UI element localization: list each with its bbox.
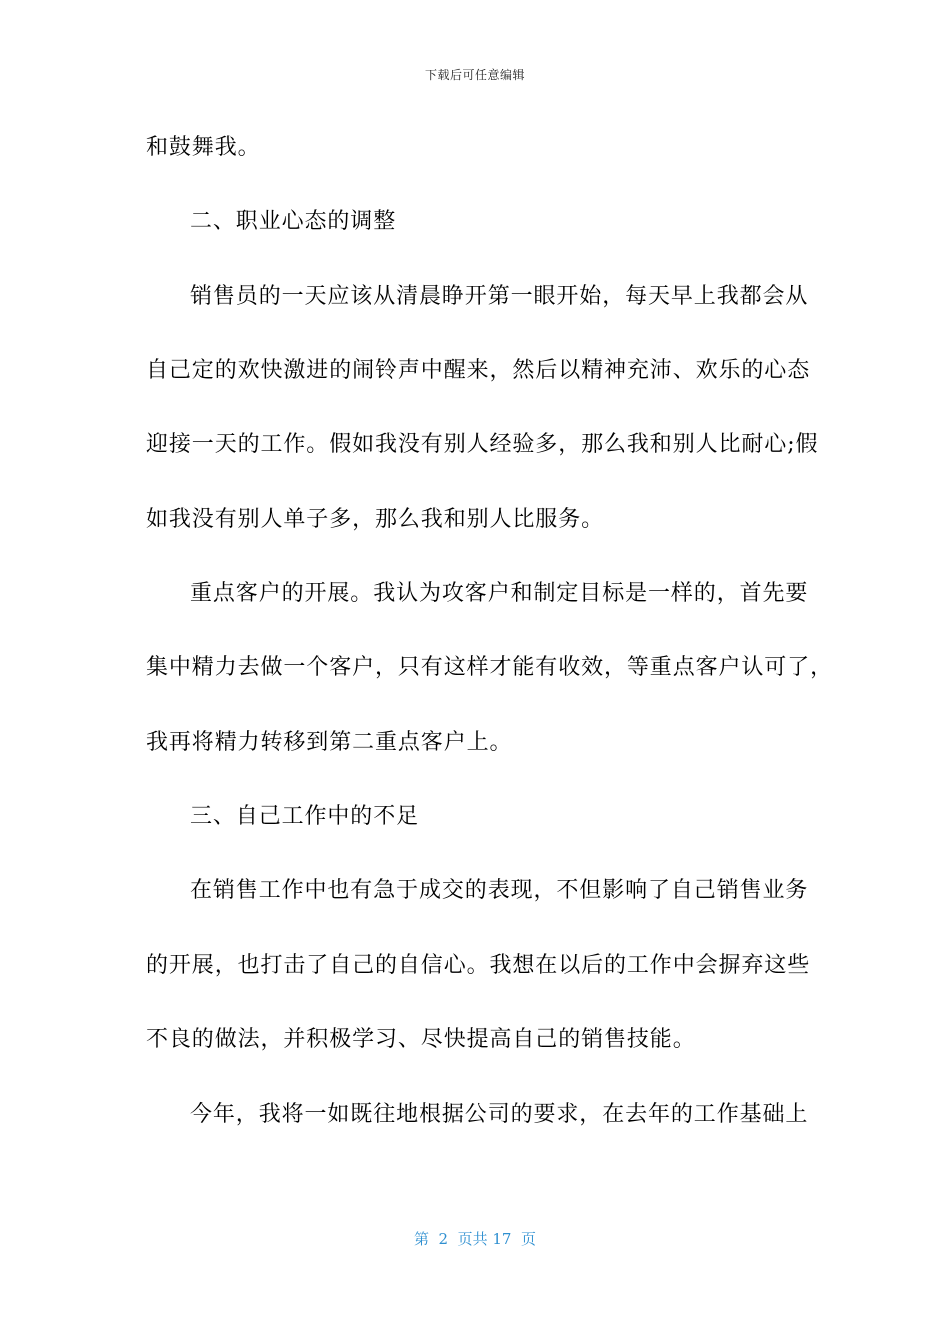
- paragraph-line: 的开展，也打击了自己的自信心。我想在以后的工作中会摒弃这些: [146, 953, 811, 978]
- paragraph-line: 和鼓舞我。: [146, 135, 261, 160]
- paragraph-line: 不良的做法，并积极学习、尽快提高自己的销售技能。: [146, 1027, 696, 1052]
- paragraph-line: 销售员的一天应该从清晨睁开第一眼开始，每天早上我都会从: [190, 284, 809, 309]
- paragraph-line: 如我没有别人单子多，那么我和别人比服务。: [146, 507, 605, 532]
- paragraph-line: 今年，我将一如既往地根据公司的要求，在去年的工作基础上: [190, 1102, 809, 1127]
- paragraph-line: 我再将精力转移到第二重点客户上。: [146, 730, 513, 755]
- paragraph-line: 自己定的欢快激进的闹铃声中醒来，然后以精神充沛、欢乐的心态: [146, 358, 811, 383]
- paragraph-line: 集中精力去做一个客户，只有这样才能有收效，等重点客户认可了，: [146, 655, 834, 680]
- paragraph-line: 重点客户的开展。我认为攻客户和制定目标是一样的，首先要: [190, 581, 809, 606]
- section-heading: 三、自己工作中的不足: [190, 804, 420, 829]
- paragraph-line: 在销售工作中也有急于成交的表现，不但影响了自己销售业务: [190, 878, 809, 903]
- page-footer: 第 2 页共 17 页: [413, 1230, 536, 1248]
- paragraph-line: 迎接一天的工作。假如我没有别人经验多，那么我和别人比耐心;假: [146, 432, 819, 457]
- page-header: 下载后可任意编辑: [424, 68, 525, 82]
- section-heading: 二、职业心态的调整: [190, 209, 397, 234]
